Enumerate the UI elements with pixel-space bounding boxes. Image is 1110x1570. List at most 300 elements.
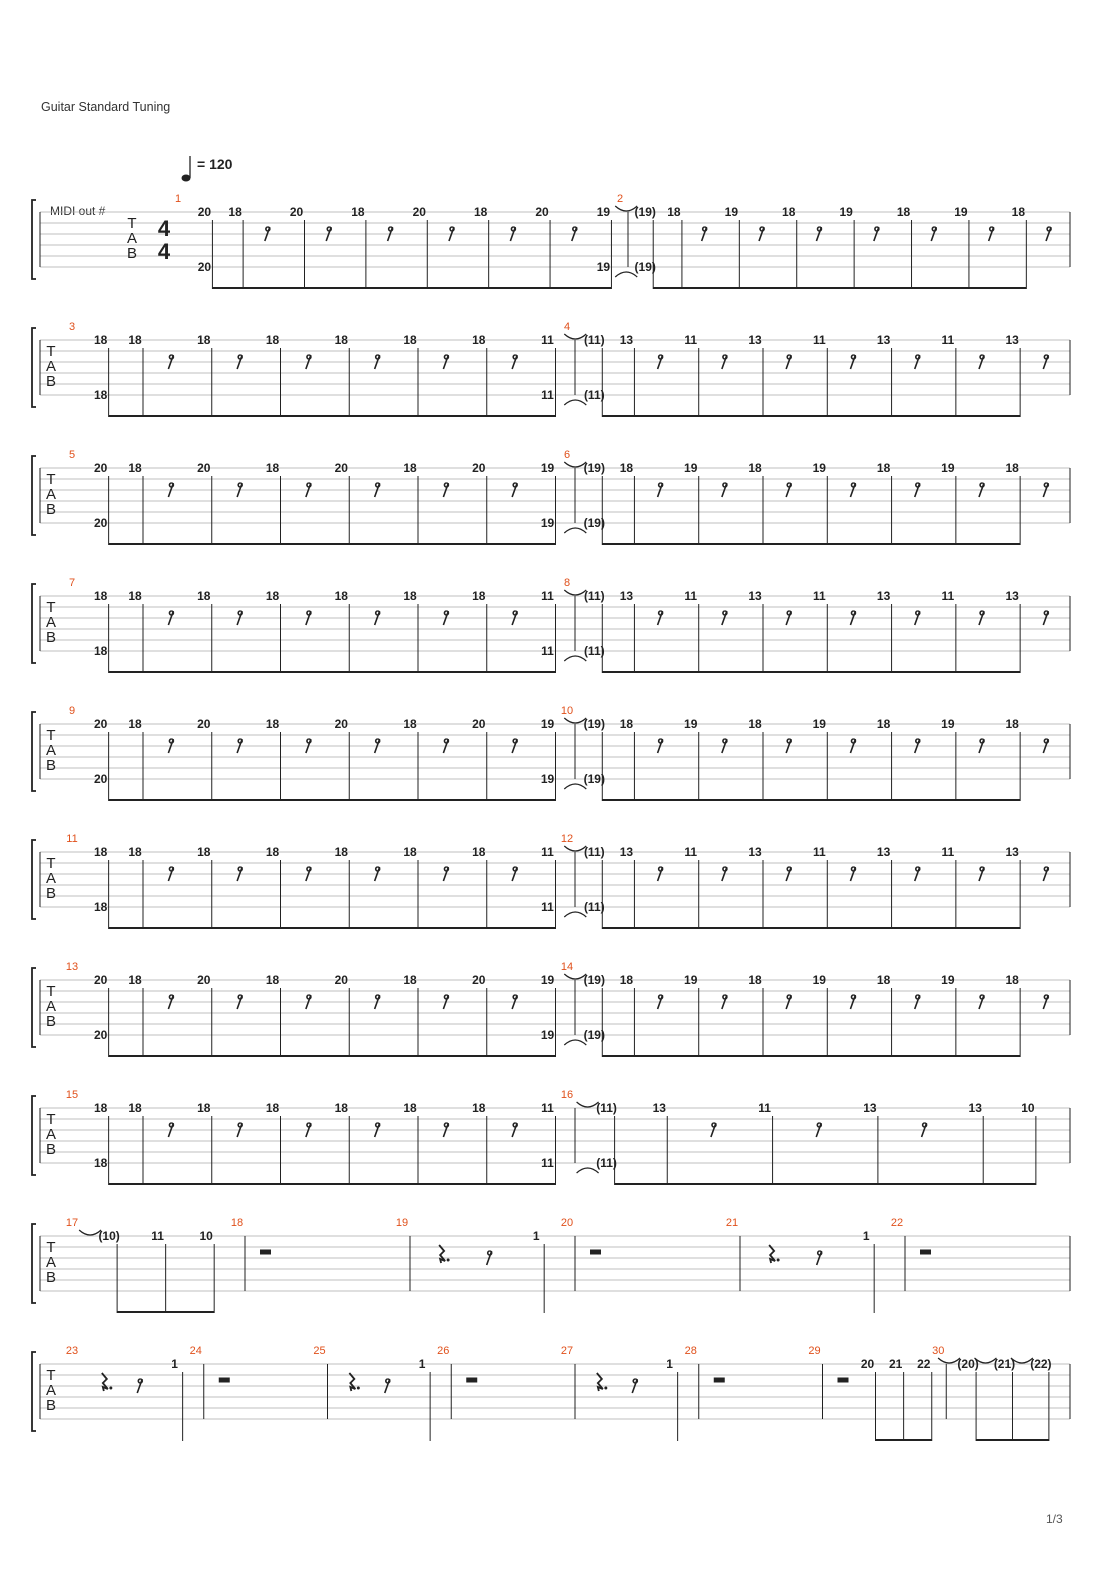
tempo-note-icon xyxy=(182,175,191,182)
fret-number: 18 xyxy=(197,845,211,859)
fret-number: 18 xyxy=(128,589,142,603)
measure xyxy=(66,1089,556,1185)
fret-number: 19 xyxy=(540,717,555,731)
fret-number: 18 xyxy=(403,1101,417,1115)
fret-number: 11 xyxy=(812,845,826,859)
beam xyxy=(912,287,969,289)
beam xyxy=(487,543,556,545)
tab-clef-letter: T xyxy=(46,1367,56,1384)
fret-number: 18 xyxy=(93,333,108,347)
beam xyxy=(349,543,418,545)
fret-number: 18 xyxy=(128,1101,142,1115)
tab-clef-letter: A xyxy=(45,1126,57,1143)
beam xyxy=(143,543,212,545)
fret-number: 18 xyxy=(667,205,681,219)
rest-dot xyxy=(109,1387,112,1390)
beam xyxy=(143,1183,212,1185)
measure xyxy=(66,1345,183,1441)
fret-number: 20 xyxy=(93,772,108,786)
fret-number: 18 xyxy=(403,973,417,987)
beam xyxy=(763,799,827,801)
beam xyxy=(739,287,796,289)
beam xyxy=(827,799,891,801)
fret-number: 13 xyxy=(876,845,891,859)
beam xyxy=(763,543,827,545)
fret-number: 19 xyxy=(812,461,826,475)
dotted-quarter-rest xyxy=(439,1245,445,1263)
tab-clef-letter: B xyxy=(45,1397,57,1414)
fret-number: 13 xyxy=(748,333,762,347)
beam xyxy=(763,1055,827,1057)
beam xyxy=(892,415,956,417)
tempo-marking: = 120 xyxy=(197,156,233,172)
fret-number: 18 xyxy=(619,717,634,731)
tab-clef-letter: A xyxy=(45,998,57,1015)
fret-number: 18 xyxy=(403,461,417,475)
tab-clef-letter: T xyxy=(46,1111,56,1128)
dotted-quarter-rest xyxy=(349,1373,355,1391)
measure xyxy=(561,833,1048,929)
fret-number: (19) xyxy=(634,260,656,274)
beam xyxy=(602,799,634,801)
beam xyxy=(487,415,556,417)
beam xyxy=(143,415,212,417)
fret-number: 18 xyxy=(896,205,911,219)
tab-clef-letter: T xyxy=(46,343,56,360)
fret-number: (22) xyxy=(1030,1357,1052,1371)
beam xyxy=(763,927,827,929)
tab-clef-letter: T xyxy=(46,471,56,488)
tab-clef-letter: T xyxy=(46,983,56,1000)
system-5 xyxy=(32,705,1070,801)
fret-number: 11 xyxy=(541,388,554,402)
system-10 xyxy=(32,1345,1070,1441)
system-9 xyxy=(32,1217,1070,1313)
fret-number: 19 xyxy=(941,461,955,475)
fret-number: 13 xyxy=(876,589,891,603)
system-bracket xyxy=(32,1224,36,1303)
fret-number: 13 xyxy=(619,845,634,859)
measure-number: 14 xyxy=(560,961,574,973)
measure xyxy=(69,705,556,801)
fret-number: 20 xyxy=(197,717,211,731)
fret-number: (11) xyxy=(583,589,605,603)
beam xyxy=(281,415,350,417)
fret-number: 18 xyxy=(128,461,142,475)
fret-number: 19 xyxy=(941,717,955,731)
fret-number: 18 xyxy=(265,845,280,859)
half-rest xyxy=(838,1378,849,1383)
beam xyxy=(634,1055,698,1057)
system-8 xyxy=(32,1089,1070,1185)
fret-number: 19 xyxy=(540,516,555,530)
half-rest xyxy=(219,1378,230,1383)
fret-number: (19) xyxy=(583,772,605,786)
system-bracket xyxy=(32,1096,36,1175)
beam xyxy=(699,1055,763,1057)
fret-number: 19 xyxy=(941,973,955,987)
beam xyxy=(854,287,911,289)
system-4 xyxy=(32,577,1070,673)
beam xyxy=(827,543,891,545)
half-rest xyxy=(920,1250,931,1255)
beam xyxy=(956,927,1020,929)
fret-number: (19) xyxy=(583,461,605,475)
beam xyxy=(212,415,281,417)
dotted-quarter-rest xyxy=(597,1373,603,1391)
fret-number: 1 xyxy=(666,1357,673,1371)
tab-clef-letter: B xyxy=(45,757,57,774)
beam xyxy=(634,927,698,929)
beam xyxy=(212,927,281,929)
fret-number: 19 xyxy=(596,260,611,274)
tab-clef-letter: B xyxy=(45,373,57,390)
measure xyxy=(66,1217,214,1313)
fret-number: 1 xyxy=(862,1229,870,1243)
fret-number: 18 xyxy=(197,589,211,603)
fret-number: 20 xyxy=(334,973,348,987)
beam xyxy=(827,671,891,673)
fret-number: 11 xyxy=(684,333,698,347)
fret-number: 19 xyxy=(596,205,611,219)
tab-clef-letter: T xyxy=(46,1239,56,1256)
fret-number: (11) xyxy=(583,845,605,859)
fret-number: 13 xyxy=(876,333,891,347)
measure-number: 27 xyxy=(560,1345,574,1357)
fret-number: 13 xyxy=(968,1101,982,1115)
beam xyxy=(212,799,281,801)
measure xyxy=(561,1345,678,1441)
fret-number: 11 xyxy=(541,900,554,914)
fret-number: 20 xyxy=(412,205,426,219)
fret-number: (11) xyxy=(596,1101,617,1115)
tab-clef-letter: B xyxy=(45,1269,57,1286)
system-1 xyxy=(32,193,1070,289)
beam xyxy=(699,415,763,417)
beam xyxy=(109,799,143,801)
fret-number: 11 xyxy=(541,589,554,603)
fret-number: 20 xyxy=(197,461,211,475)
fret-number: 20 xyxy=(472,461,486,475)
measure xyxy=(69,449,556,545)
half-rest xyxy=(590,1250,601,1255)
fret-number: 19 xyxy=(812,717,826,731)
measure-number: 12 xyxy=(560,833,574,845)
beam xyxy=(418,671,487,673)
beam xyxy=(699,927,763,929)
system-7 xyxy=(32,961,1070,1057)
fret-number: 18 xyxy=(334,845,348,859)
fret-number: 18 xyxy=(472,333,486,347)
measure-number: 7 xyxy=(68,577,76,589)
tab-clef-letter: A xyxy=(45,742,57,759)
beam xyxy=(305,287,366,289)
fret-number: (19) xyxy=(583,516,605,530)
beam xyxy=(349,671,418,673)
beam xyxy=(699,543,763,545)
fret-number: 13 xyxy=(1005,589,1019,603)
fret-number: 19 xyxy=(684,973,698,987)
fret-number: 20 xyxy=(93,1028,108,1042)
beam xyxy=(956,799,1020,801)
measure xyxy=(66,961,556,1057)
beam xyxy=(212,287,243,289)
rest-dot xyxy=(777,1259,780,1262)
fret-number: 18 xyxy=(128,973,142,987)
fret-number: 20 xyxy=(93,973,108,987)
fret-number: 11 xyxy=(684,589,698,603)
fret-number: 18 xyxy=(128,717,142,731)
fret-number: 18 xyxy=(265,1101,280,1115)
measure xyxy=(615,193,1051,289)
tab-clef-letter: A xyxy=(45,486,57,503)
fret-number: 18 xyxy=(265,589,280,603)
beam xyxy=(602,1055,634,1057)
fret-number: 18 xyxy=(265,717,280,731)
system-bracket xyxy=(32,712,36,791)
system-2 xyxy=(32,321,1070,417)
fret-number: 18 xyxy=(93,900,108,914)
dotted-quarter-rest xyxy=(102,1373,108,1391)
fret-number: (21) xyxy=(993,1357,1016,1371)
fret-number: 18 xyxy=(351,205,365,219)
fret-number: 11 xyxy=(941,589,955,603)
system-3 xyxy=(32,449,1070,545)
fret-number: 18 xyxy=(472,1101,486,1115)
measure xyxy=(932,1345,1051,1441)
fret-number: 11 xyxy=(151,1229,164,1243)
fret-number: 1 xyxy=(418,1357,426,1371)
track-label: MIDI out # xyxy=(50,204,106,218)
tab-clef-letter: T xyxy=(46,727,56,744)
measure xyxy=(69,321,556,417)
measure xyxy=(175,193,612,289)
fret-number: 11 xyxy=(541,1101,554,1115)
measure xyxy=(564,321,1048,417)
fret-number: 18 xyxy=(876,973,891,987)
measure-number: 30 xyxy=(932,1345,945,1357)
beam xyxy=(892,1055,956,1057)
fret-number: 18 xyxy=(403,589,417,603)
measure-number: 6 xyxy=(563,449,571,461)
beam xyxy=(827,927,891,929)
half-rest xyxy=(260,1250,271,1255)
measure-number: 15 xyxy=(65,1089,79,1101)
measure-number: 16 xyxy=(560,1089,574,1101)
fret-number: 1 xyxy=(171,1357,178,1371)
beam xyxy=(418,799,487,801)
measure-number: 13 xyxy=(65,961,79,973)
beam xyxy=(418,927,487,929)
system-bracket xyxy=(32,456,36,535)
time-signature-bottom: 4 xyxy=(157,239,171,264)
measure-number: 29 xyxy=(808,1345,821,1357)
fret-number: 18 xyxy=(93,1101,108,1115)
beam xyxy=(773,1183,878,1185)
beam xyxy=(602,671,634,673)
beam xyxy=(117,1311,166,1313)
fret-number: 20 xyxy=(197,205,212,219)
measure xyxy=(808,1345,931,1441)
measure-number: 20 xyxy=(560,1217,574,1229)
fret-number: 11 xyxy=(812,333,826,347)
beam xyxy=(634,415,698,417)
measure-number: 3 xyxy=(68,321,76,333)
fret-number: (19) xyxy=(583,973,605,987)
system-bracket xyxy=(32,968,36,1047)
fret-number: 18 xyxy=(473,205,488,219)
fret-number: 18 xyxy=(876,461,891,475)
beam xyxy=(956,543,1020,545)
fret-number: 20 xyxy=(860,1357,875,1371)
beam xyxy=(109,1055,143,1057)
beam xyxy=(143,1055,212,1057)
rest-dot xyxy=(357,1387,360,1390)
rest-dot xyxy=(604,1387,607,1390)
beam xyxy=(976,1439,1012,1441)
beam xyxy=(349,1055,418,1057)
fret-number: 20 xyxy=(197,260,212,274)
fret-number: (10) xyxy=(98,1229,120,1243)
beam xyxy=(243,287,304,289)
system-6 xyxy=(32,833,1070,929)
fret-number: 19 xyxy=(540,973,555,987)
fret-number: 13 xyxy=(652,1101,666,1115)
fret-number: 18 xyxy=(197,1101,211,1115)
fret-number: 18 xyxy=(619,973,634,987)
beam xyxy=(349,799,418,801)
half-rest xyxy=(466,1378,477,1383)
beam xyxy=(983,1183,1036,1185)
beam xyxy=(827,1055,891,1057)
beam xyxy=(281,543,350,545)
measure-number: 23 xyxy=(65,1345,79,1357)
fret-number: 18 xyxy=(334,333,348,347)
measure xyxy=(561,961,1048,1057)
measure-number: 10 xyxy=(560,705,574,717)
beam xyxy=(1012,1439,1048,1441)
beam xyxy=(489,287,550,289)
measure-number: 11 xyxy=(66,833,78,845)
fret-number: 20 xyxy=(93,717,108,731)
beam xyxy=(892,543,956,545)
beam xyxy=(487,799,556,801)
measure-number: 1 xyxy=(174,193,182,205)
beam xyxy=(602,543,634,545)
tab-clef-letter: A xyxy=(45,614,57,631)
fret-number: 11 xyxy=(541,1156,554,1170)
measure-number: 9 xyxy=(68,705,76,717)
tab-clef-letter: T xyxy=(46,599,56,616)
beam xyxy=(634,799,698,801)
system-bracket xyxy=(32,840,36,919)
tab-clef-letter: B xyxy=(45,885,57,902)
beam xyxy=(487,1183,556,1185)
beam xyxy=(653,287,682,289)
fret-number: 13 xyxy=(1005,845,1019,859)
fret-number: 13 xyxy=(863,1101,877,1115)
fret-number: 18 xyxy=(265,333,280,347)
fret-number: 22 xyxy=(917,1357,931,1371)
fret-number: 18 xyxy=(748,717,762,731)
fret-number: (19) xyxy=(583,1028,605,1042)
rest-dot xyxy=(447,1259,450,1262)
beam xyxy=(109,671,143,673)
fret-number: 13 xyxy=(748,845,762,859)
beam xyxy=(827,415,891,417)
system-bracket xyxy=(32,200,36,279)
beam xyxy=(418,1055,487,1057)
beam xyxy=(212,1183,281,1185)
fret-number: 11 xyxy=(541,845,554,859)
fret-number: 13 xyxy=(1005,333,1019,347)
fret-number: 13 xyxy=(619,589,634,603)
beam xyxy=(212,543,281,545)
page-number: 1/3 xyxy=(1046,1512,1063,1526)
fret-number: (11) xyxy=(583,644,605,658)
measure-number: 4 xyxy=(563,321,571,333)
fret-number: 18 xyxy=(876,717,891,731)
fret-number: (20) xyxy=(957,1357,979,1371)
fret-number: 18 xyxy=(265,973,280,987)
beam xyxy=(143,671,212,673)
measure-number: 8 xyxy=(563,577,571,589)
tab-clef-letter: A xyxy=(45,358,57,375)
beam xyxy=(969,287,1026,289)
fret-number: 19 xyxy=(540,1028,555,1042)
fret-number: (11) xyxy=(583,900,605,914)
beam xyxy=(763,671,827,673)
fret-number: 20 xyxy=(472,973,486,987)
beam xyxy=(634,543,698,545)
beam xyxy=(878,1183,983,1185)
tab-clef-letter: A xyxy=(45,870,57,887)
measure-number: 5 xyxy=(68,449,76,461)
fret-number: 19 xyxy=(540,772,555,786)
measure xyxy=(564,449,1048,545)
beam xyxy=(682,287,739,289)
tab-clef-letter: A xyxy=(45,1254,57,1271)
measure-number: 28 xyxy=(684,1345,697,1357)
beam xyxy=(143,799,212,801)
measure xyxy=(66,833,555,929)
tab-clef-letter: B xyxy=(45,1013,57,1030)
beam xyxy=(956,1055,1020,1057)
measure xyxy=(561,705,1048,801)
beam xyxy=(418,1183,487,1185)
system-bracket xyxy=(32,328,36,407)
fret-number: 18 xyxy=(93,589,108,603)
beam xyxy=(892,927,956,929)
fret-number: 11 xyxy=(684,845,698,859)
fret-number: 18 xyxy=(334,1101,348,1115)
measure-number: 26 xyxy=(437,1345,450,1357)
tab-clef-letter: B xyxy=(45,1141,57,1158)
fret-number: 18 xyxy=(1005,973,1019,987)
beam xyxy=(956,415,1020,417)
fret-number: 18 xyxy=(128,333,142,347)
fret-number: 19 xyxy=(684,461,698,475)
fret-number: 18 xyxy=(197,333,211,347)
fret-number: 18 xyxy=(1005,461,1019,475)
tab-clef-letter: T xyxy=(46,855,56,872)
fret-number: 18 xyxy=(128,845,142,859)
fret-number: 19 xyxy=(724,205,739,219)
fret-number: 18 xyxy=(334,589,348,603)
dotted-quarter-rest xyxy=(769,1245,775,1263)
fret-number: 10 xyxy=(1021,1101,1035,1115)
fret-number: 18 xyxy=(1011,205,1026,219)
